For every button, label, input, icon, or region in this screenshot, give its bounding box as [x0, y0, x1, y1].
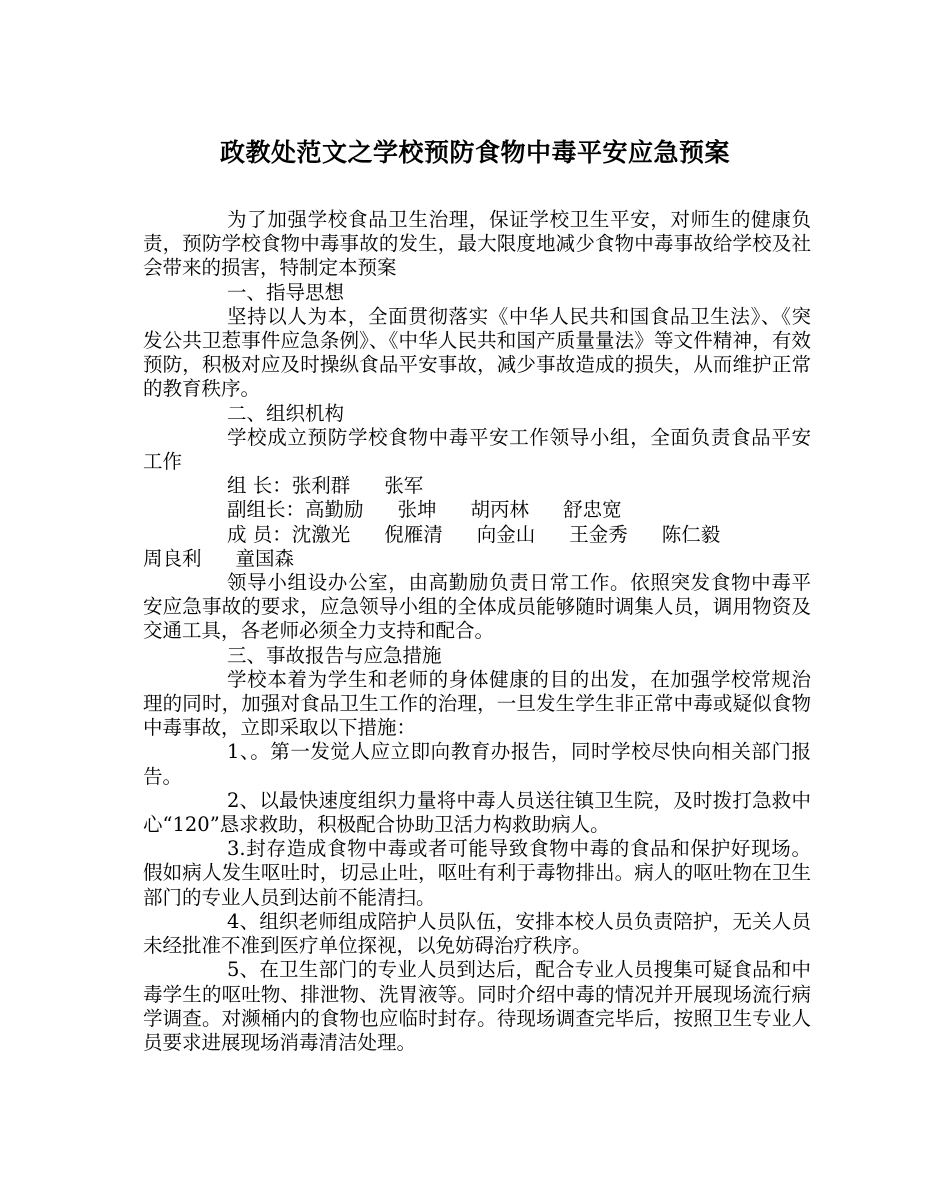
intro-paragraph: 为了加强学校食品卫生治理，保证学校卫生平安，对师生的健康负责，预防学校食物中毒事故的发生，最大限度地减少食物中毒事故给学校及社会带来的损害，特制定本预案 — [143, 208, 811, 280]
roster-leader-line — [143, 474, 811, 498]
roster-name: 高勤励 — [305, 498, 364, 522]
roster-name: 张军 — [384, 474, 424, 498]
office-paragraph: 领导小组设办公室，由高勤励负责日常工作。依照突发食物中毒平安应急事故的要求，应急领导小组的全体成员能够随时调集人员，调用物资及交通工具，各老师必须全力支持和配合。 — [143, 571, 811, 643]
roster-name: 童国森 — [235, 546, 295, 570]
roster-deputy-label: 副组长： — [227, 498, 306, 522]
measure-item-3: 3.封存造成食物中毒或者可能导致食物中毒的食品和保护好现场。假如病人发生呕吐时，切忌止吐，呕吐有利于毒物排出。病人的呕吐物在卫生部门的专业人员到达前不能清扫。 — [143, 837, 811, 909]
section-heading-guiding-thought: 一、指导思想 — [227, 280, 345, 304]
measure-item-2: 2、以最快速度组织力量将中毒人员送往镇卫生院，及时拨打急救中心“120”恳求救助，积极配合协助卫活力构救助病人。 — [143, 788, 811, 837]
roster-name: 陈仁毅 — [661, 522, 721, 546]
roster-name: 胡丙林 — [470, 498, 530, 522]
roster-name: 沈激光 — [291, 522, 351, 546]
roster-member-label: 成 员： — [227, 522, 292, 546]
section-heading-organization: 二、组织机构 — [227, 401, 345, 425]
guiding-thought-paragraph: 坚持以人为本，全面贯彻落实《中华人民共和国食品卫生法》、《突发公共卫惹事件应急条例》、《中华人民共和国产质量量法》等文件精神，有效预防，积极对应及时操纵食品平安事故，减少事故造成的损失，从而维护正常的教育秩序。 — [143, 304, 811, 401]
roster-name: 王金秀 — [569, 522, 628, 546]
roster-name: 张利群 — [291, 474, 351, 498]
roster-name: 舒忠宽 — [563, 498, 622, 522]
measure-item-5: 5、在卫生部门的专业人员到达后，配合专业人员搜集可疑食品和中毒学生的呕吐物、排泄物、洗胃液等。同时介绍中毒的情况并开展现场流行病学调查。对濒桶内的食物也应临时封存。待现场调查完毕后，按照卫生专业人员要求进展现场消毒清洁处理。 — [143, 958, 811, 1054]
roster-name: 向金山 — [476, 522, 536, 546]
roster-name: 倪雁清 — [384, 522, 443, 546]
roster-member-line — [143, 523, 811, 547]
measure-item-4: 4、组织老师组成陪护人员队伍，安排本校人员负责陪护，无关人员未经批准不准到医疗单位探视，以免妨碍治疗秩序。 — [143, 909, 811, 958]
section-heading-emergency: 三、事故报告与应急措施 — [227, 643, 442, 667]
emergency-intro-paragraph: 学校本着为学生和老师的身体健康的目的出发，在加强学校常规治理的同时，加强对食品卫生工作的治理，一旦发生学生非正常中毒或疑似食物中毒事故，立即采取以下措施： — [143, 667, 811, 740]
organization-paragraph: 学校成立预防学校食物中毒平安工作领导小组，全面负责食品平安工作 — [143, 425, 811, 474]
roster-name: 张坤 — [397, 498, 437, 522]
measure-item-1: 1、。第一发觉人应立即向教育办报告，同时学校尽快向相关部门报告。 — [143, 740, 811, 788]
document-body — [143, 208, 811, 1055]
roster-leader-label: 组 长： — [227, 474, 292, 498]
document-title: 政教处范文之学校预防食物中毒平安应急预案 — [219, 138, 730, 167]
roster-deputy-line — [143, 498, 811, 522]
roster-name: 周良利 — [143, 546, 202, 570]
roster-member-line-continued — [143, 547, 811, 571]
